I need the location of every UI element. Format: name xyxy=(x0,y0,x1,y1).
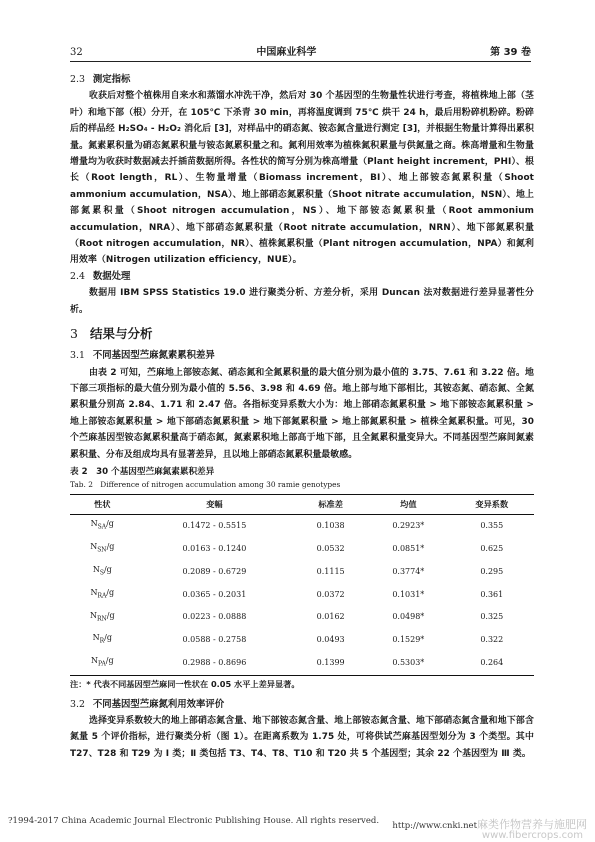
column-header: 均值 xyxy=(367,494,450,514)
paragraph-2-3: 收获后对整个植株用自来水和蒸馏水冲洗干净，然后对 30 个基因型的生物量性状进行考查，将植株地上部（茎叶）和地下部（根）分开，在 105℃ 下杀青 30 min，再将温度调到 75℃ 烘干 24 h，最后用粉碎机粉碎。粉碎后的样品经 H₂SO₄ - H₂O₂ 消化后 [3]，对样品中的硝态氮、铵态氮含量进行测定 [3]，并根据生物量计算得出累积量。氮素累积量为硝态氮累积量与铵态氮累积量之和。氮利用效率为植株氮积累量与供氮量之商。株高增量和生物量增量均为收获时数据减去扦插苗数据所得。各性状的简写分别为株高增量（Plant height increment，PHI）、根长（Root length，RL）、生物量增量（Biomass increment，BI）、地上部铵态氮累积量（Shoot ammonium accumulation，NSA）、地上部硝态氮累积量（Shoot nitrate accumulation，NSN）、地上部氮累积量（Shoot nitrogen accumulation，NS）、地下部铵态氮累积量（Root ammonium accumulation，NRA）、地下部硝态氮累积量（Root nitrate accumulation，NRN）、地下部氮累积量（Root nitrogen accumulation，NR）、植株氮累积量（Plant nitrogen accumulation，NPA）和氮利用效率（Nitrogen utilization efficiency，NUE）。 xyxy=(70,91,534,266)
trait-symbol: N xyxy=(90,519,98,529)
section-heading-3-1 xyxy=(70,348,534,364)
trait-unit: /g xyxy=(106,587,115,597)
sd-cell: 0.0372 xyxy=(316,589,345,599)
sd-cell: 0.1115 xyxy=(316,566,345,576)
section-title: 不同基因型苎麻氮素累积差异 xyxy=(92,350,215,362)
mean-cell: 0.1529* xyxy=(392,635,425,645)
trait-cell xyxy=(70,583,135,606)
range-cell: 0.2089 - 0.6729 xyxy=(182,566,247,576)
cv-cell: 0.322 xyxy=(480,635,504,645)
paragraph-3-2: 选择变异系数较大的地上部硝态氮含量、地下部铵态氮含量、地上部铵态氮含量、地下部硝态氮含量和地下部含氮量 5 个评价指标，进行聚类分析（图 1）。在距离系数为 1.75 处，可将供试苎麻基因型划分为 3 个类型。其中 T27、T28 和 T29 为 Ⅰ 类；Ⅱ 类包括 T3、T4、T8、T10 和 T20 共 5 个基因型；其余 22 个基因型为 Ⅲ 类。 xyxy=(70,715,534,759)
article-body xyxy=(70,72,534,762)
section-number: 2.3 xyxy=(70,74,85,85)
range-cell: 0.2988 - 0.8696 xyxy=(135,652,295,675)
mean-cell: 0.5303* xyxy=(367,652,450,675)
cv-cell: 0.325 xyxy=(480,612,504,622)
trait-symbol: N xyxy=(90,587,98,597)
nitrogen-accumulation-table xyxy=(70,494,534,676)
mean-cell: 0.0851* xyxy=(392,543,425,553)
cv-cell: 0.295 xyxy=(480,566,504,576)
mean-cell: 0.1031* xyxy=(392,589,425,599)
trait-cell xyxy=(70,652,135,675)
column-header: 标准差 xyxy=(294,494,367,514)
section-number: 3.2 xyxy=(70,698,85,710)
table-row xyxy=(70,652,534,675)
trait-symbol: N xyxy=(90,542,98,552)
table-row xyxy=(70,606,534,629)
section-heading-2-4 xyxy=(70,269,534,285)
trait-symbol: N xyxy=(92,633,100,643)
range-cell: 0.1472 - 0.5515 xyxy=(182,521,247,531)
column-header: 变幅 xyxy=(135,494,295,514)
mean-cell: 0.3774* xyxy=(392,566,425,576)
trait-cell xyxy=(70,561,135,584)
trait-unit: /g xyxy=(106,519,114,529)
watermark-site: www.fibercrops.com xyxy=(481,830,583,841)
sd-cell: 0.0493 xyxy=(316,635,345,645)
cv-cell: 0.625 xyxy=(480,543,504,553)
volume-label: 第 39 卷 xyxy=(490,47,531,58)
trait-cell xyxy=(70,606,135,629)
table-row xyxy=(70,629,534,652)
trait-subscript: PA xyxy=(97,660,106,668)
page-number: 32 xyxy=(70,47,83,58)
trait-cell xyxy=(70,629,135,652)
range-cell: 0.0365 - 0.2031 xyxy=(182,589,247,599)
trait-subscript: R xyxy=(99,637,105,645)
section-title: 结果与分析 xyxy=(89,326,153,342)
table-row xyxy=(70,514,534,537)
trait-unit: /g xyxy=(103,564,112,574)
column-header: 性状 xyxy=(70,494,135,514)
cv-cell: 0.361 xyxy=(480,589,504,599)
column-header: 变异系数 xyxy=(450,494,534,514)
trait-unit: /g xyxy=(106,610,115,620)
table-row xyxy=(70,561,534,584)
trait-subscript: RN xyxy=(96,615,107,623)
mean-cell: 0.0498* xyxy=(392,612,425,622)
table-row xyxy=(70,538,534,561)
trait-unit: /g xyxy=(104,633,112,643)
paragraph-2-4: 数据用 IBM SPSS Statistics 19.0 进行聚类分析、方差分析，采用 Duncan 法对数据进行差异显著性分析。 xyxy=(70,288,534,315)
trait-unit: /g xyxy=(105,656,114,666)
range-cell: 0.0163 - 0.1240 xyxy=(182,543,247,553)
table-body xyxy=(70,514,534,675)
trait-subscript: RA xyxy=(97,592,107,600)
section-heading-3 xyxy=(70,325,534,343)
trait-cell xyxy=(70,514,135,537)
trait-symbol: N xyxy=(89,610,97,620)
section-title: 测定指标 xyxy=(92,74,131,85)
table-note: 注：* 代表不同基因型苎麻同一性状在 0.05 水平上差异显著。 xyxy=(70,678,300,689)
section-number: 3.1 xyxy=(70,350,85,362)
sd-cell: 0.0162 xyxy=(316,612,345,622)
range-cell: 0.0588 - 0.2758 xyxy=(182,635,247,645)
cv-cell: 0.264 xyxy=(450,652,534,675)
sd-cell: 0.0532 xyxy=(316,543,345,553)
cv-cell: 0.355 xyxy=(480,521,504,531)
table-row xyxy=(70,583,534,606)
range-cell: 0.0223 - 0.0888 xyxy=(182,612,247,622)
section-title: 不同基因型苎麻氮利用效率评价 xyxy=(92,698,225,710)
copyright-text: ?1994-2017 China Academic Journal Electronic Publishing House. All rights reserved. xyxy=(8,816,380,826)
sd-cell: 0.1038 xyxy=(316,521,345,531)
page-header xyxy=(70,38,531,62)
table-caption-en: Tab. 2 Difference of nitrogen accumulation among 30 ramie genotypes xyxy=(70,479,341,489)
table-caption-cn: 表 2 30 个基因型苎麻氮素累积差异 xyxy=(70,466,215,477)
watermark-text: 麻类作物营养与施肥网 xyxy=(477,818,587,831)
url-text: http://www.cnki.net xyxy=(392,821,477,831)
mean-cell: 0.2923* xyxy=(392,521,425,531)
trait-cell xyxy=(70,538,135,561)
sd-cell: 0.1399 xyxy=(294,652,367,675)
section-heading-3-2 xyxy=(70,697,534,713)
trait-subscript: S xyxy=(99,569,104,577)
trait-subscript: SA xyxy=(97,523,107,531)
section-title: 数据处理 xyxy=(92,270,131,282)
section-heading-2-3 xyxy=(70,72,534,88)
trait-symbol: N xyxy=(90,656,98,666)
journal-title: 中国麻业科学 xyxy=(256,47,317,58)
table-header-row xyxy=(70,494,534,514)
trait-unit: /g xyxy=(106,542,115,552)
section-number: 2.4 xyxy=(70,270,85,282)
trait-subscript: SN xyxy=(97,546,107,554)
trait-symbol: N xyxy=(92,564,100,574)
paragraph-3-1: 由表 2 可知，苎麻地上部铵态氮、硝态氮和全氮累积量的最大值分别为最小值的 3.75、7.61 和 3.22 倍。地下部三项指标的最大值分别为最小值的 5.56、3.98 和 4.69 倍。地上部与地下部相比，其铵态氮、硝态氮、全氮累积量分别高 2.84、1.71 和 2.47 倍。各指标变异系数大小为：地上部硝态氮累积量 > 地下部铵态氮累积量 > 地上部铵态氮累积量 > 地下部硝态氮累积量 > 地下部氮累积量 > 地上部氮累积量 > 植株全氮累积量。可见，30 个苎麻基因型铵态氮累积量高于硝态氮，氮素累积地上部高于地下部，且全氮累积量变异大。不同基因型苎麻间氮素累积量、分布及组成均具有显著差异，且以地上部硝态氮累积量最敏感。 xyxy=(70,367,534,460)
section-number: 3 xyxy=(70,326,78,342)
